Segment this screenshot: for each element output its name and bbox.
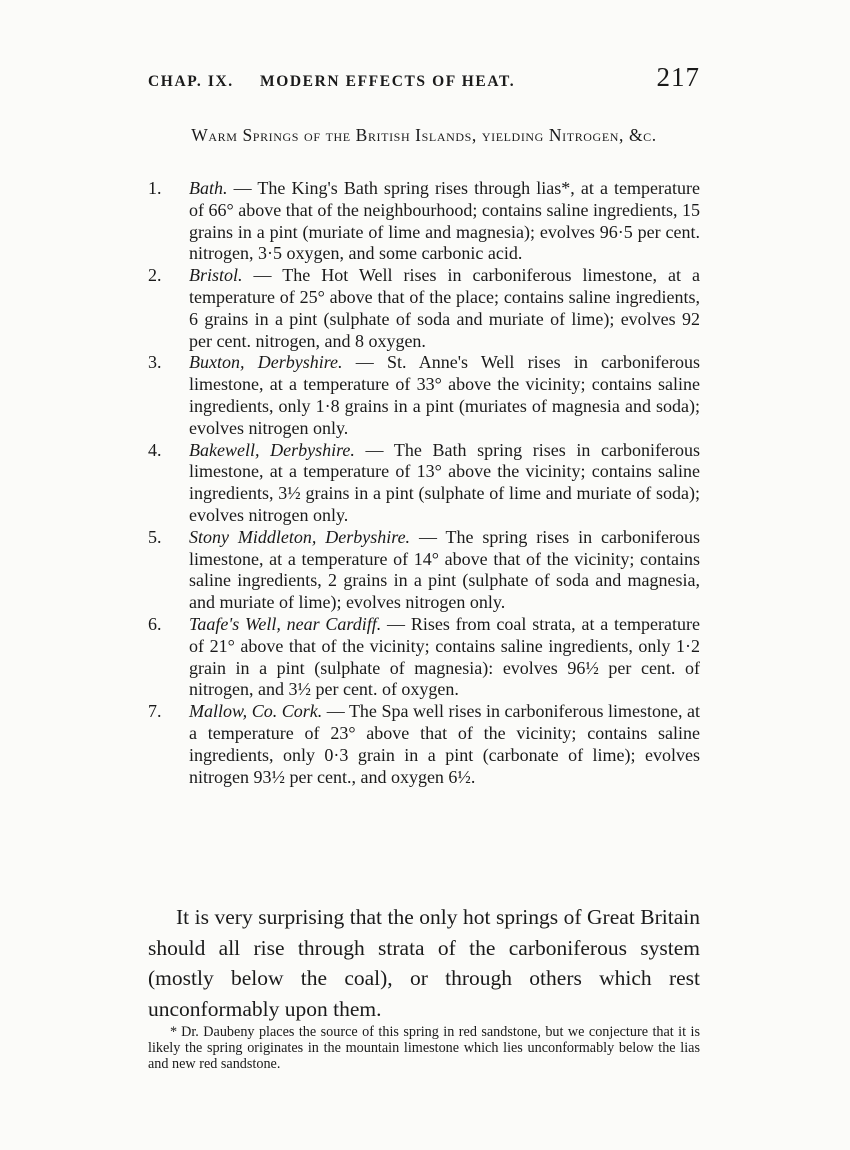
entry-number: 4. bbox=[148, 439, 162, 460]
entry-text: — The spring rises in carboniferous limestone, at a temperature of 14° above that of the vicinity; contains saline ingredients, 2 grains in a pint (sulphate of soda and magnesia, and muriate of lime); evolves nitrogen only. bbox=[189, 526, 700, 613]
footnote-text: Dr. Daubeny places the source of this spring in red sandstone, but we conjecture that it is likely the spring originates in the mountain limestone which lies unconformably below the lias and new red sandstone. bbox=[148, 1024, 700, 1073]
list-item bbox=[148, 440, 700, 527]
entry-number: 6. bbox=[148, 613, 162, 634]
entry-place: Buxton, Derbyshire. bbox=[189, 352, 343, 373]
entry-place: Bakewell, Derbyshire. bbox=[189, 439, 355, 460]
running-title: MODERN EFFECTS OF HEAT. bbox=[260, 73, 516, 90]
entry-number: 1. bbox=[148, 178, 162, 198]
list-item bbox=[148, 614, 700, 701]
entry-text: — The King's Bath spring rises through lias*, at a temperature of 66° above that of the neighbourhood; contains saline ingredients, 15 grains in a pint (muriate of lime and magnesia); evolves 96·5 per cent. nitrogen, 3·5 oxygen, and some carbonic acid. bbox=[189, 178, 700, 264]
body-paragraph: It is very surprising that the only hot springs of Great Britain should all rise through strata of the carboniferous system (mostly below the coal), or through others which rest unconformably upon them. bbox=[148, 905, 700, 1021]
entry-text: — Rises from coal strata, at a temperature of 21° above that of the vicinity; contains saline ingredients, only 1·2 grain in a pint (sulphate of magnesia): evolves 96½ per cent. of nitrogen, and 3½ per cent. of oxygen. bbox=[189, 613, 700, 700]
entry-text: — St. Anne's Well rises in carboniferous limestone, at a temperature of 33° above the vicinity; contains saline ingredients, only 1·8 grains in a pint (muriates of magnesia and soda); evolves nitrogen only. bbox=[189, 352, 700, 438]
entry-number: 5. bbox=[148, 526, 162, 547]
list-item bbox=[148, 178, 700, 265]
springs-list bbox=[148, 178, 700, 788]
entry-number: 7. bbox=[148, 701, 162, 722]
entry-text: — The Spa well rises in carboniferous limestone, at a temperature of 23° above that of the vicinity; contains saline ingredients, only 0·3 grain in a pint (carbonate of lime); evolves nitrogen 93½ per cent., and oxygen 6½. bbox=[189, 701, 701, 787]
entry-place: Stony Middleton, Derbyshire. bbox=[189, 526, 411, 547]
footnote bbox=[148, 1024, 700, 1073]
list-item bbox=[148, 265, 700, 352]
page-number: 217 bbox=[656, 62, 700, 92]
section-title: Warm Springs of the British Islands, yielding Nitrogen, &c. bbox=[191, 125, 657, 145]
entry-number: 3. bbox=[148, 352, 162, 373]
list-item bbox=[148, 352, 700, 439]
entry-text: — The Hot Well rises in carboniferous limestone, at a temperature of 25° above that of the place; contains saline ingredients, 6 grains in a pint (sulphate of soda and muriate of lime); evolves 92 per cent. nitrogen, and 8 oxygen. bbox=[189, 265, 700, 351]
entry-place: Bristol. bbox=[189, 265, 243, 286]
entry-number: 2. bbox=[148, 265, 162, 286]
entry-place: Bath. bbox=[189, 178, 228, 198]
entry-text: — The Bath spring rises in carboniferous limestone, at a temperature of 13° above the vicinity; contains saline ingredients, 3½ grains in a pint (sulphate of lime and muriate of soda); evolves nitrogen only. bbox=[189, 439, 700, 525]
entry-place: Taafe's Well, near Cardiff. bbox=[189, 613, 382, 634]
list-item bbox=[148, 527, 700, 614]
entry-place: Mallow, Co. Cork. bbox=[189, 701, 323, 722]
chapter-label: CHAP. IX. bbox=[148, 73, 234, 90]
list-item bbox=[148, 701, 700, 788]
footnote-mark: * bbox=[170, 1024, 178, 1040]
running-head bbox=[148, 62, 700, 92]
